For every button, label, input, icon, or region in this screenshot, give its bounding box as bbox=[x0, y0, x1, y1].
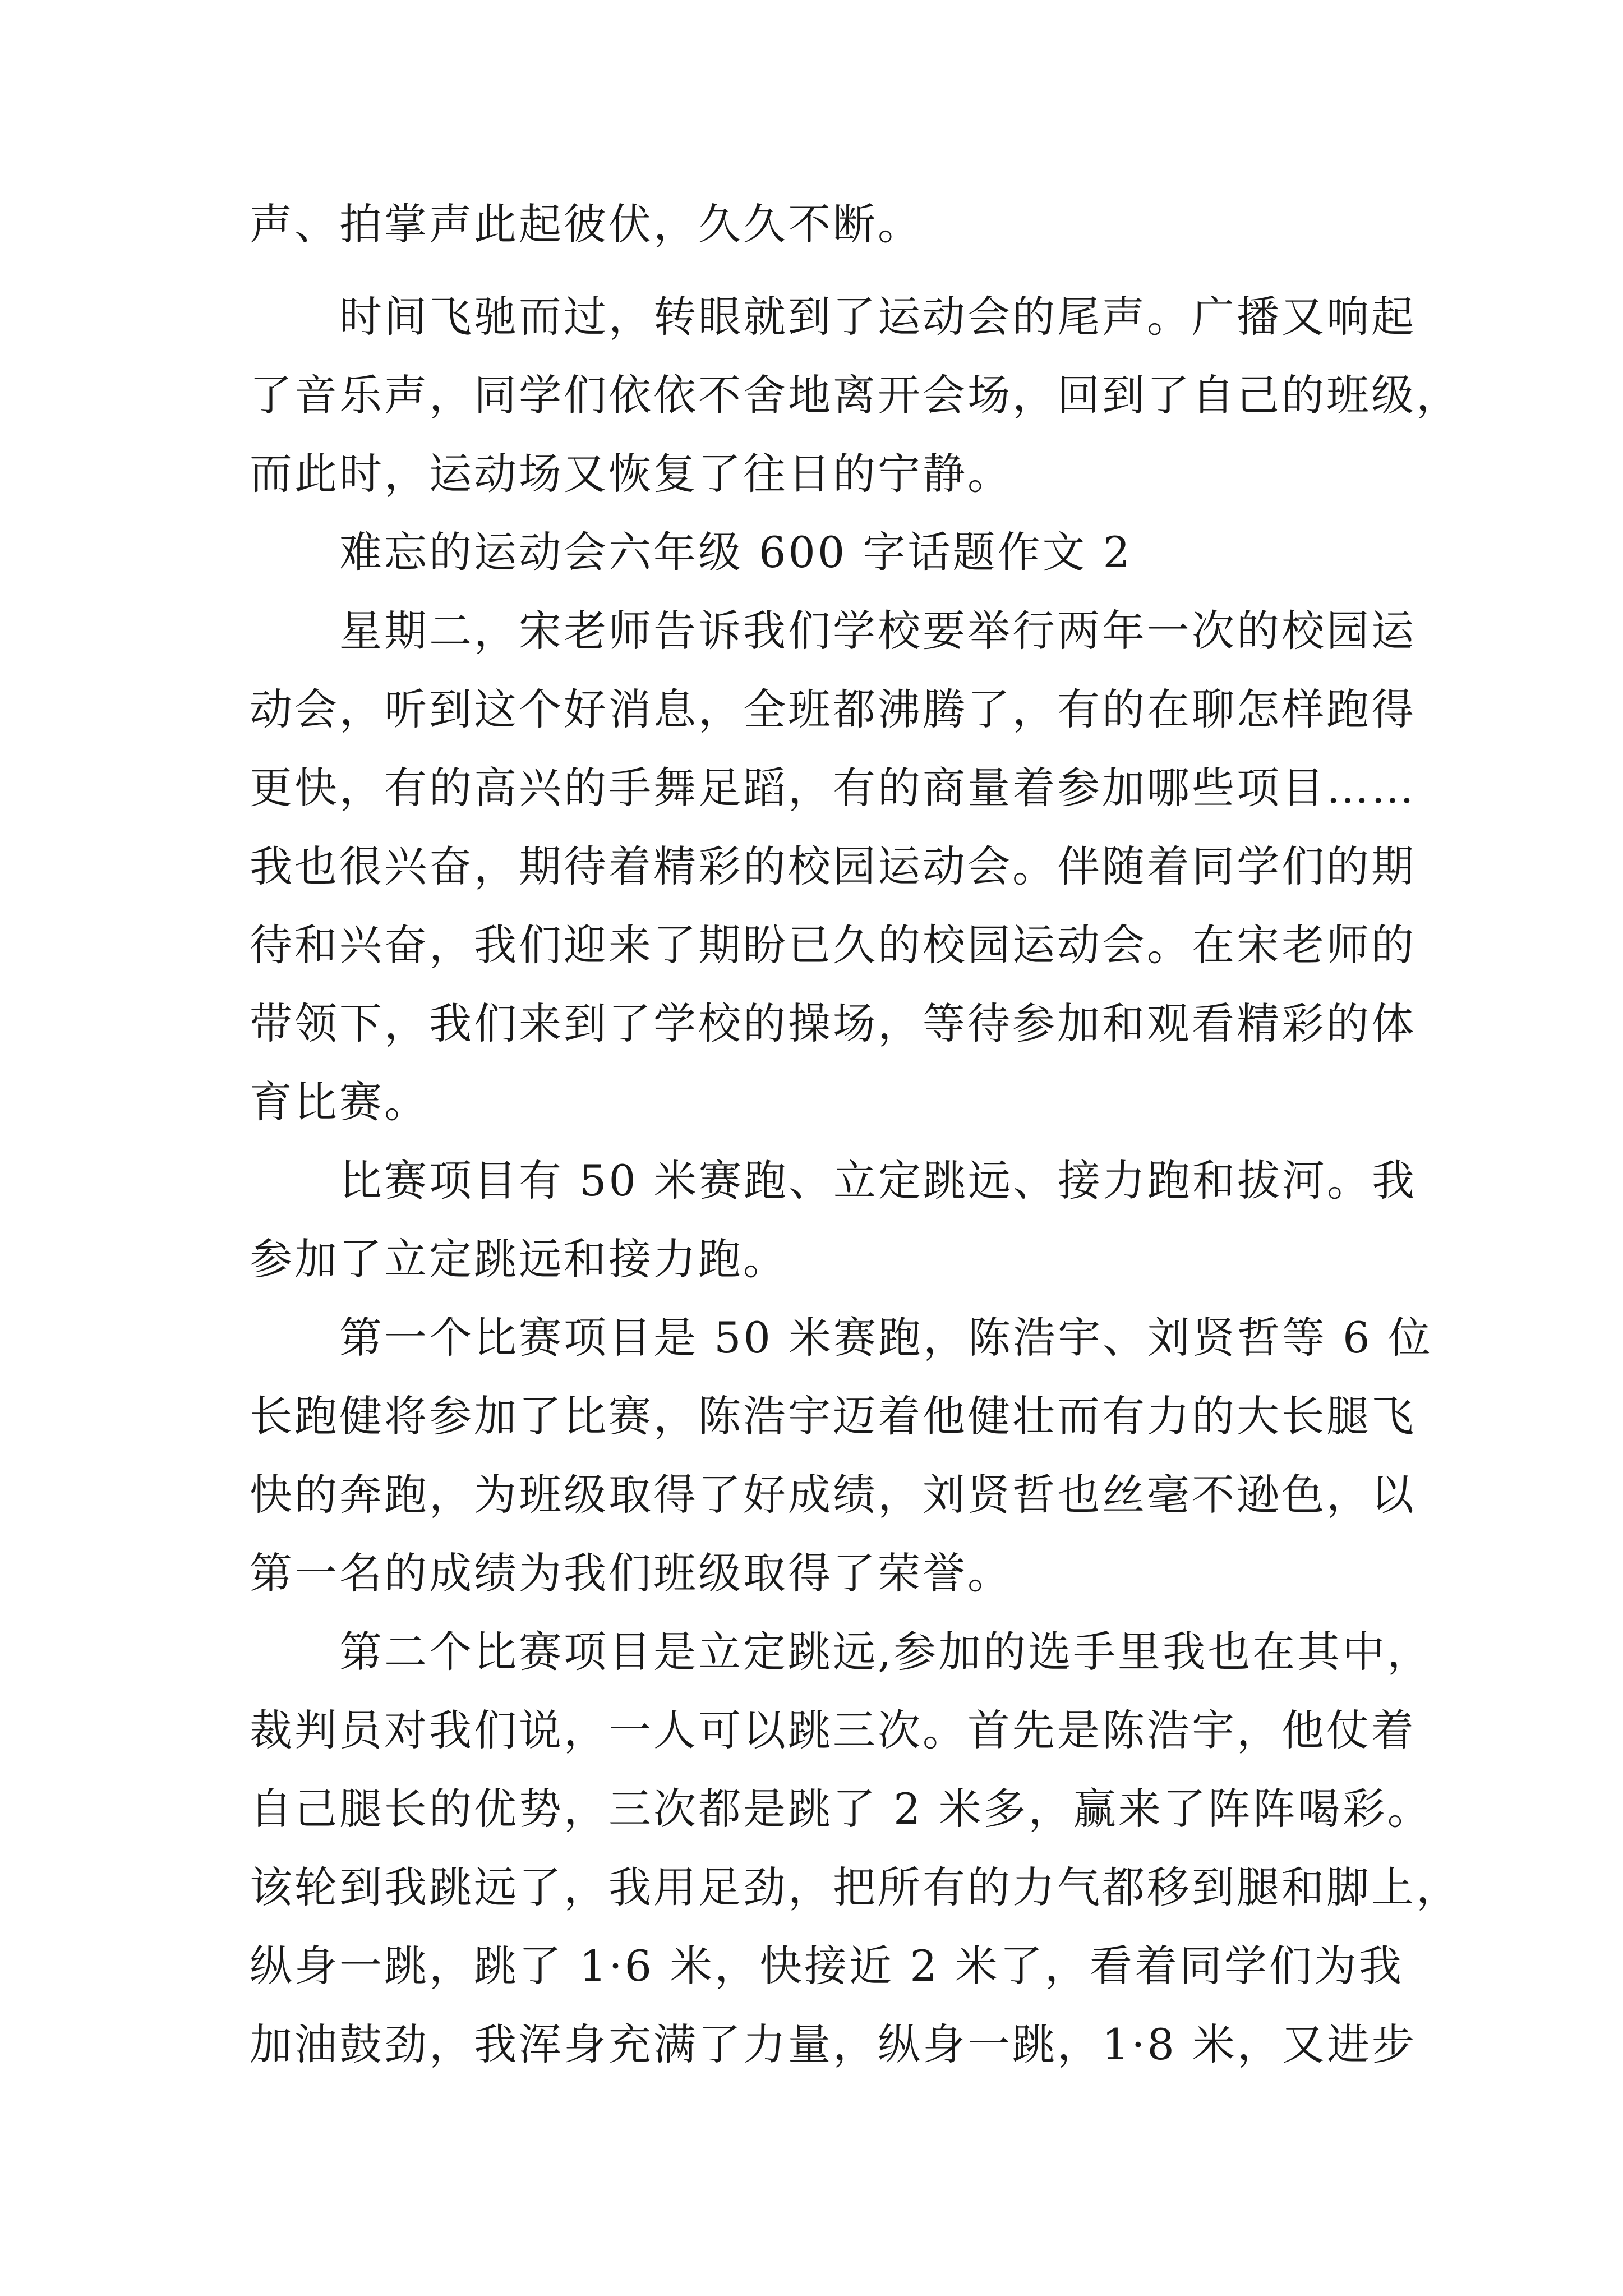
text-line: 我也很兴奋，期待着精彩的校园运动会。伴随着同学们的期 bbox=[250, 841, 1416, 891]
text-line: 纵身一跳，跳了 1·6 米，快接近 2 米了，看着同学们为我 bbox=[250, 1941, 1404, 1991]
text-line: 带领下，我们来到了学校的操场，等待参加和观看精彩的体 bbox=[250, 999, 1416, 1048]
text-line: 育比赛。 bbox=[250, 1077, 429, 1127]
text-line: 第一名的成绩为我们班级取得了荣誉。 bbox=[250, 1548, 1012, 1598]
text-line: 裁判员对我们说，一人可以跳三次。首先是陈浩宇，他仗着 bbox=[250, 1705, 1416, 1755]
text-line: 了音乐声，同学们依依不舍地离开会场，回到了自己的班级， bbox=[250, 370, 1461, 420]
text-line: 自己腿长的优势，三次都是跳了 2 米多，赢来了阵阵喝彩。 bbox=[250, 1784, 1432, 1834]
section-heading: 难忘的运动会六年级 600 字话题作文 2 bbox=[339, 527, 1132, 577]
text-line: 加油鼓劲，我浑身充满了力量，纵身一跳，1·8 米，又进步 bbox=[250, 2019, 1417, 2069]
paragraph-first-line: 星期二，宋老师告诉我们学校要举行两年一次的校园运 bbox=[339, 606, 1416, 656]
text-line: 长跑健将参加了比赛，陈浩宇迈着他健壮而有力的大长腿飞 bbox=[250, 1391, 1416, 1441]
text-line: 声、拍掌声此起彼伏，久久不断。 bbox=[250, 199, 923, 249]
text-line: 动会，听到这个好消息，全班都沸腾了，有的在聊怎样跑得 bbox=[250, 684, 1416, 734]
text-line: 待和兴奋，我们迎来了期盼已久的校园运动会。在宋老师的 bbox=[250, 920, 1416, 970]
text-line: 快的奔跑，为班级取得了好成绩，刘贤哲也丝毫不逊色，以 bbox=[250, 1470, 1416, 1520]
paragraph-first-line: 比赛项目有 50 米赛跑、立定跳远、接力跑和拔河。我 bbox=[339, 1156, 1417, 1205]
paragraph-first-line: 时间飞驰而过，转眼就到了运动会的尾声。广播又响起 bbox=[339, 292, 1416, 342]
text-line: 而此时，运动场又恢复了往日的宁静。 bbox=[250, 449, 1012, 499]
text-line: 该轮到我跳远了，我用足劲，把所有的力气都移到腿和脚上， bbox=[250, 1862, 1461, 1912]
paragraph-first-line: 第一个比赛项目是 50 米赛跑，陈浩宇、刘贤哲等 6 位 bbox=[339, 1313, 1433, 1363]
paragraph-first-line: 第二个比赛项目是立定跳远,参加的选手里我也在其中， bbox=[339, 1627, 1432, 1677]
text-line: 更快，有的高兴的手舞足蹈，有的商量着参加哪些项目…… bbox=[250, 763, 1416, 813]
text-line: 参加了立定跳远和接力跑。 bbox=[250, 1234, 788, 1284]
